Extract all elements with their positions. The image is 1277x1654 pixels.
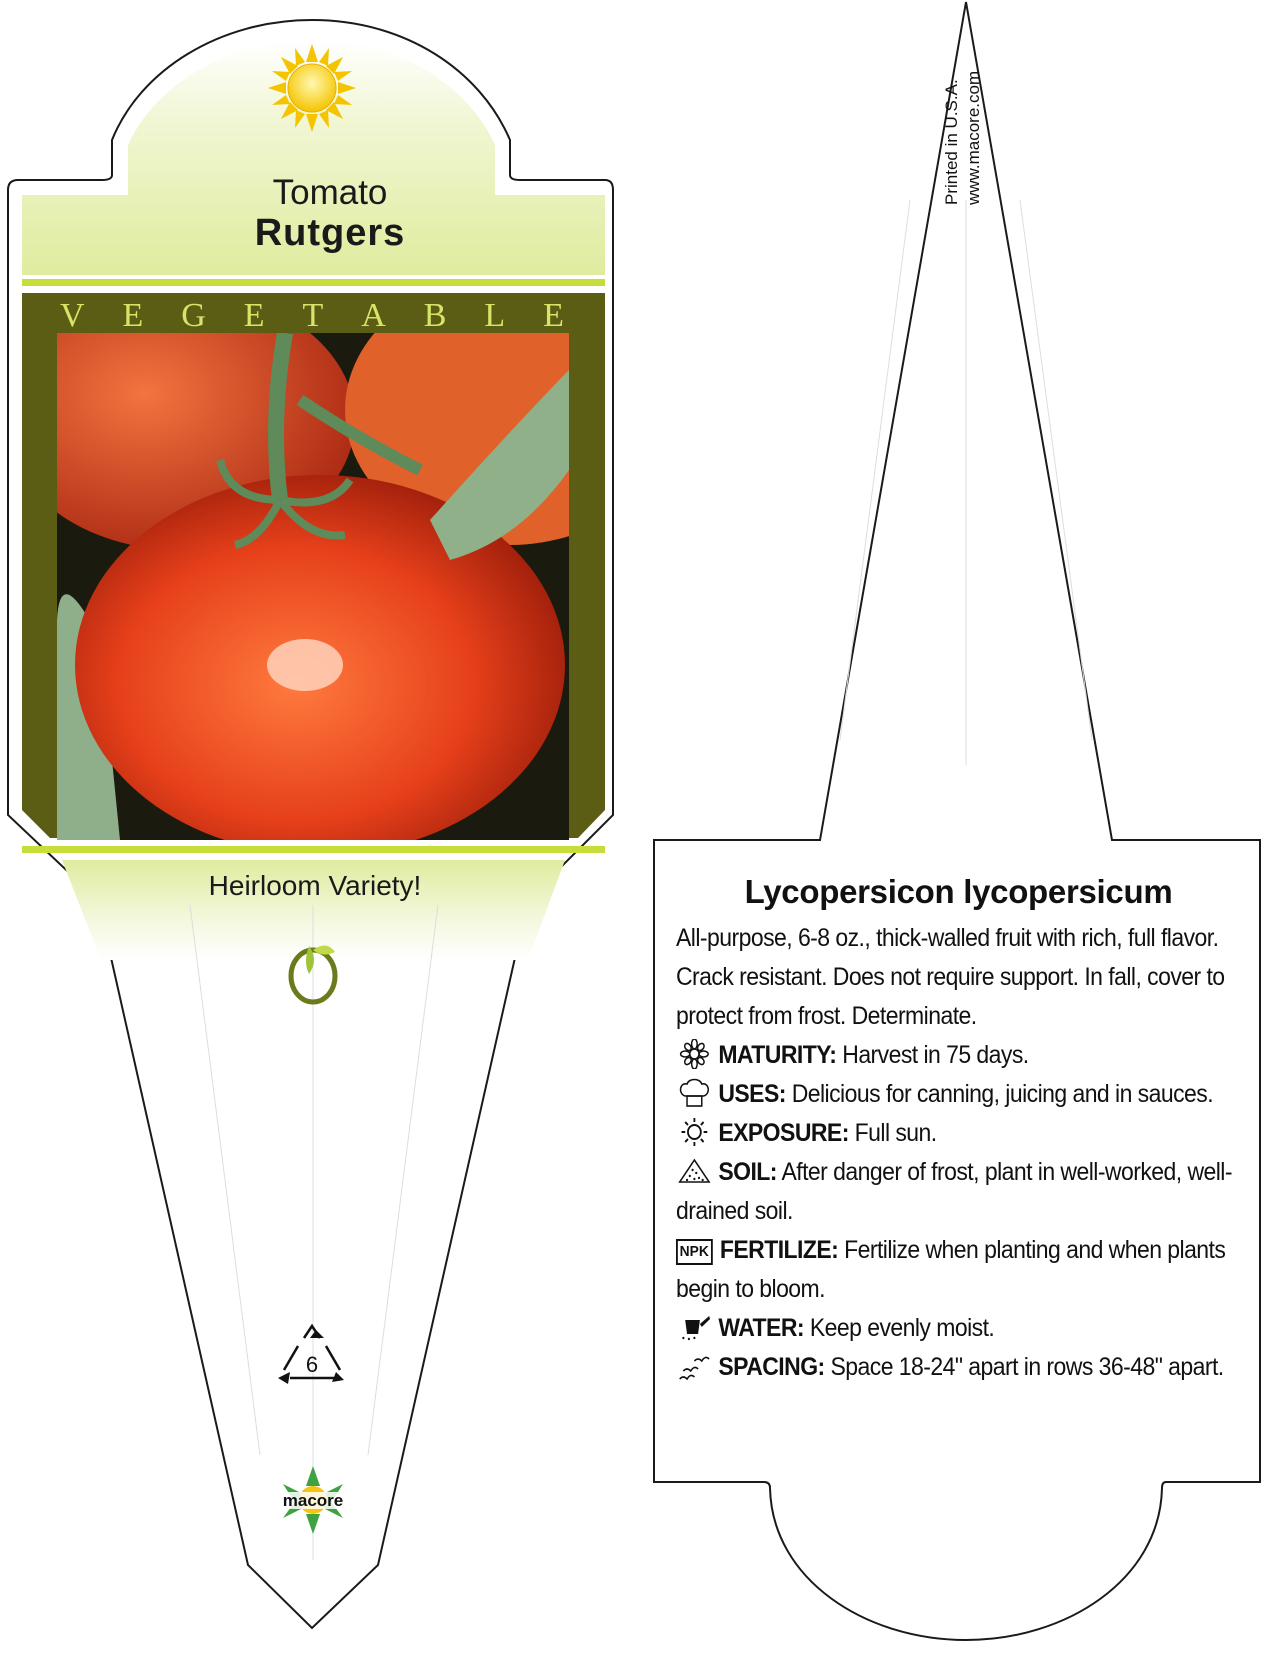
seedlings-icon: [676, 1351, 713, 1381]
common-name: Tomato: [272, 173, 388, 212]
info-soil: [676, 1153, 1237, 1231]
info-exposure: [676, 1114, 1237, 1153]
spacing-label: SPACING:: [718, 1353, 825, 1381]
botanical-name: Lycopersicon lycopersicum: [744, 873, 1173, 910]
maturity-text: Harvest in 75 days.: [836, 1041, 1029, 1069]
sun-icon: [676, 1117, 713, 1147]
full-sun-icon: [268, 44, 356, 132]
tagline: Heirloom Variety!: [208, 870, 422, 901]
water-label: WATER:: [718, 1314, 805, 1342]
water-text: Keep evenly moist.: [804, 1314, 995, 1342]
uses-text: Delicious for canning, juicing and in sauces.: [785, 1080, 1214, 1108]
soil-label: SOIL:: [718, 1158, 777, 1186]
recycle-code: 6: [305, 1352, 319, 1377]
category-band: [22, 297, 602, 337]
description: All-purpose, 6-8 oz., thick-walled fruit with rich, full flavor. Crack resistant. Does not require support. In fall, cover to protect from frost. Determinate.: [676, 924, 1225, 1030]
spacing-text: Space 18-24" apart in rows 36-48" apart.: [824, 1353, 1224, 1381]
fertilize-text: Fertilize when planting and when plants begin to bloom.: [676, 1236, 1226, 1303]
chef-hat-icon: [676, 1078, 713, 1108]
category-letter: B: [423, 297, 447, 334]
info-maturity: [676, 1036, 1237, 1075]
back-info-panel: [676, 873, 1241, 1387]
flower-icon: [676, 1039, 713, 1069]
print-website: www.macore.com: [964, 70, 983, 205]
info-uses: [676, 1075, 1237, 1114]
category-letter: T: [302, 297, 324, 334]
info-water: [676, 1309, 1237, 1348]
info-fertilize: [676, 1231, 1237, 1309]
soil-icon: [676, 1156, 713, 1186]
soil-text: After danger of frost, plant in well-worked, well-drained soil.: [676, 1158, 1232, 1225]
fertilize-label: FERTILIZE:: [719, 1236, 839, 1264]
print-location: Printed in U.S.A.: [942, 79, 961, 205]
category-letter: V: [60, 297, 85, 334]
variety-name: Rutgers: [254, 212, 406, 254]
category-letter: G: [181, 297, 206, 334]
category-letter: E: [243, 297, 265, 334]
maturity-label: MATURITY:: [718, 1041, 837, 1069]
category-letter: L: [484, 297, 506, 334]
uses-label: USES:: [718, 1080, 786, 1108]
back-tag: [654, 2, 1260, 1640]
info-spacing: [676, 1348, 1237, 1387]
exposure-label: EXPOSURE:: [718, 1119, 849, 1147]
category-letter: E: [543, 297, 564, 334]
watering-can-icon: [676, 1312, 713, 1342]
category-letter: A: [361, 297, 386, 334]
category-letter: E: [122, 297, 144, 334]
brand-text: macore: [282, 1491, 344, 1510]
exposure-text: Full sun.: [848, 1119, 937, 1147]
npk-icon: NPK: [676, 1239, 712, 1265]
